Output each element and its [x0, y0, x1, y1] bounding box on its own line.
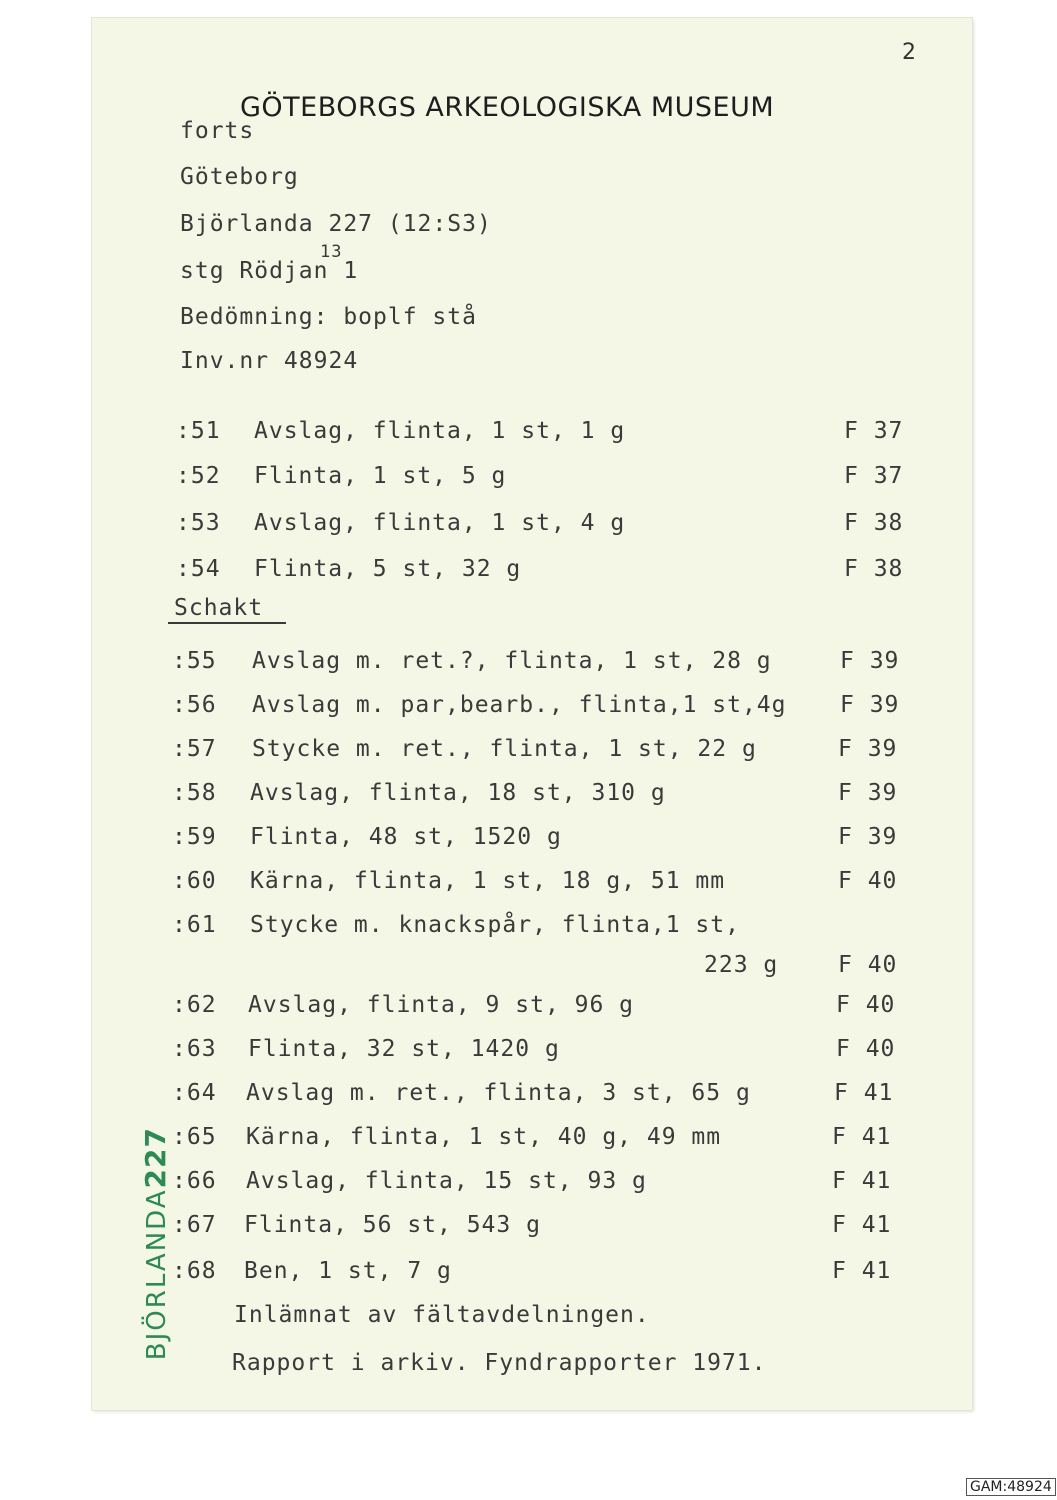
item-description: Stycke m. ret., flinta, 1 st, 22 g: [252, 736, 757, 762]
item-box-reference: F 41: [832, 1212, 892, 1238]
catalog-reference: GAM:48924: [966, 1478, 1056, 1496]
item-number: :63: [172, 1036, 217, 1062]
page-number: 2: [902, 40, 916, 65]
item-box-reference: F 41: [832, 1124, 892, 1150]
item-box-reference: F 40: [836, 992, 896, 1018]
item-box-reference: F 40: [838, 868, 898, 894]
item-number: :59: [172, 824, 217, 850]
item-box-reference: F 39: [838, 780, 898, 806]
item-box-reference: F 39: [840, 692, 900, 718]
item-description: Avslag m. ret., flinta, 3 st, 65 g: [246, 1080, 751, 1106]
item-number: :53: [176, 510, 221, 536]
stamp-number: 227: [139, 1127, 172, 1189]
footer-line-submitted: Inlämnat av fältavdelningen.: [234, 1302, 650, 1328]
item-number: :60: [172, 868, 217, 894]
item-description: Avslag, flinta, 1 st, 4 g: [254, 510, 626, 536]
item-number: :55: [172, 648, 217, 674]
item-description: 223 g: [704, 952, 779, 978]
item-description: Stycke m. knackspår, flinta,1 st,: [250, 912, 740, 938]
item-number: :67: [172, 1212, 217, 1238]
item-box-reference: F 41: [832, 1168, 892, 1194]
item-description: Ben, 1 st, 7 g: [244, 1258, 452, 1284]
item-box-reference: F 39: [838, 736, 898, 762]
item-description: Flinta, 32 st, 1420 g: [248, 1036, 560, 1062]
header-line-assessment: Bedömning: boplf stå: [180, 304, 477, 330]
item-number: :58: [172, 780, 217, 806]
item-description: Flinta, 56 st, 543 g: [244, 1212, 541, 1238]
item-number: :57: [172, 736, 217, 762]
header-line-inventory: Inv.nr 48924: [180, 348, 359, 374]
item-box-reference: F 39: [838, 824, 898, 850]
item-description: Flinta, 5 st, 32 g: [254, 556, 522, 582]
item-box-reference: F 41: [832, 1258, 892, 1284]
item-box-reference: F 38: [844, 556, 904, 582]
header-line-site: Björlanda 227 (12:S3): [180, 211, 492, 237]
item-number: :62: [172, 992, 217, 1018]
item-description: Flinta, 48 st, 1520 g: [250, 824, 562, 850]
item-description: Avslag m. par,bearb., flinta,1 st,4g: [252, 692, 787, 718]
item-number: :64: [172, 1080, 217, 1106]
item-box-reference: F 41: [834, 1080, 894, 1106]
item-box-reference: F 40: [838, 952, 898, 978]
item-description: Avslag, flinta, 9 st, 96 g: [248, 992, 635, 1018]
section-heading-underline: [168, 622, 286, 624]
stamp-text: BJÖRLANDA: [142, 1188, 172, 1361]
catalog-card: [92, 18, 972, 1410]
item-number: :65: [172, 1124, 217, 1150]
header-line-location: stg Rödjan 1: [180, 258, 359, 284]
item-number: :51: [176, 418, 221, 444]
item-box-reference: F 37: [844, 463, 904, 489]
item-box-reference: F 38: [844, 510, 904, 536]
item-description: Avslag, flinta, 15 st, 93 g: [246, 1168, 647, 1194]
item-number: :56: [172, 692, 217, 718]
item-box-reference: F 40: [836, 1036, 896, 1062]
item-number: :54: [176, 556, 221, 582]
header-line-city: Göteborg: [180, 164, 299, 190]
section-heading: Schakt: [174, 595, 264, 621]
footer-line-report: Rapport i arkiv. Fyndrapporter 1971.: [232, 1350, 767, 1376]
item-number: :61: [172, 912, 217, 938]
museum-name: GÖTEBORGS ARKEOLOGISKA MUSEUM: [240, 92, 775, 123]
item-box-reference: F 39: [840, 648, 900, 674]
item-description: Kärna, flinta, 1 st, 18 g, 51 mm: [250, 868, 726, 894]
item-number: :66: [172, 1168, 217, 1194]
header-line-forts: forts: [180, 118, 255, 144]
item-description: Kärna, flinta, 1 st, 40 g, 49 mm: [246, 1124, 722, 1150]
item-description: Avslag, flinta, 1 st, 1 g: [254, 418, 626, 444]
handwritten-superscript: 13: [320, 242, 343, 262]
item-box-reference: F 37: [844, 418, 904, 444]
item-description: Flinta, 1 st, 5 g: [254, 463, 507, 489]
item-number: :52: [176, 463, 221, 489]
item-description: Avslag m. ret.?, flinta, 1 st, 28 g: [252, 648, 772, 674]
item-number: :68: [172, 1258, 217, 1284]
item-description: Avslag, flinta, 18 st, 310 g: [250, 780, 666, 806]
